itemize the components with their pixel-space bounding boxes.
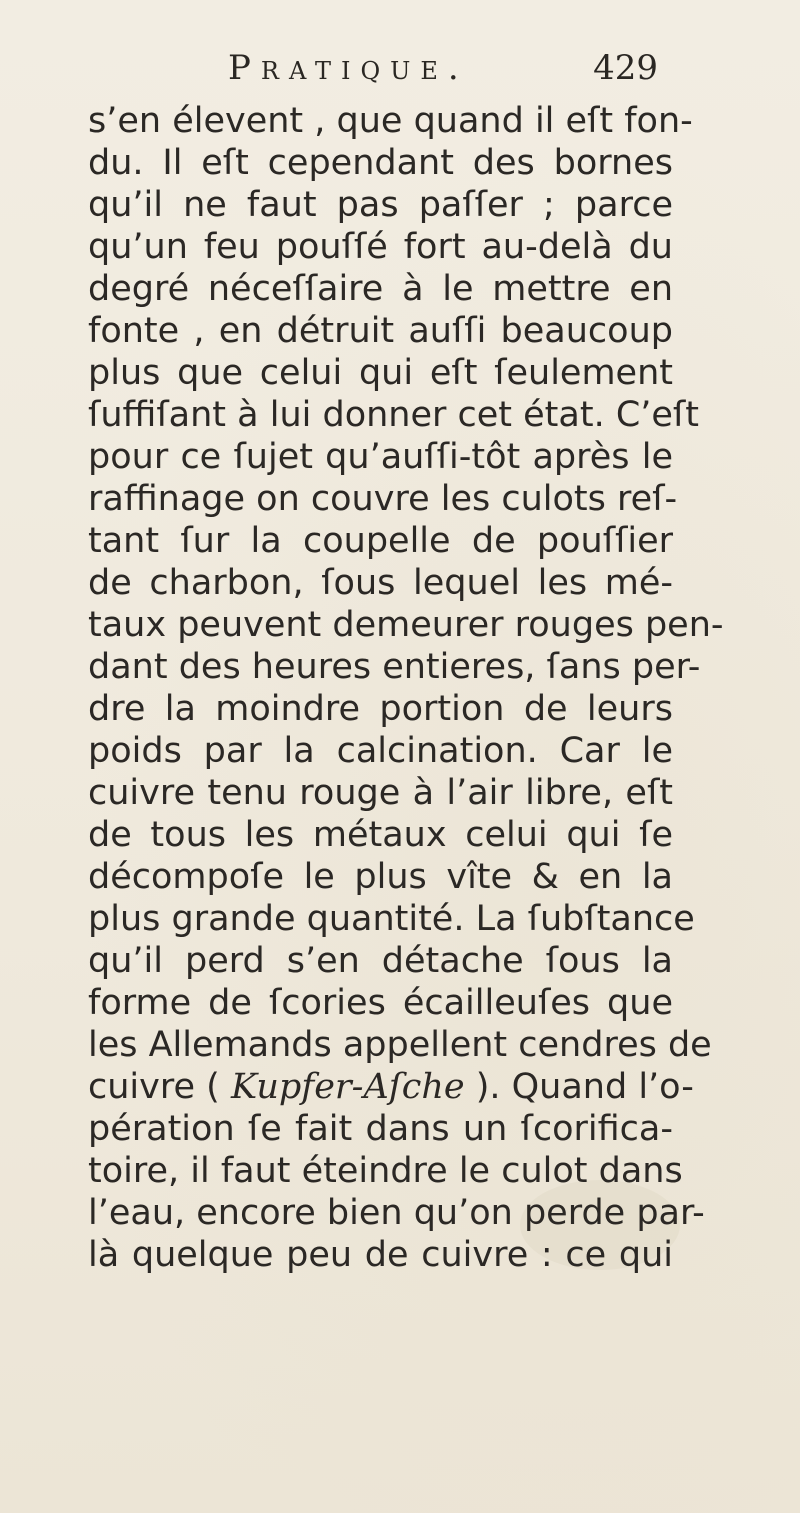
text-line: du. Il eſt cependant des bornes	[88, 143, 673, 183]
text-line: décompoſe le plus vîte & en la	[88, 857, 673, 897]
running-title: Pratique.	[228, 48, 469, 88]
text-line: plus que celui qui eſt ſeulement	[88, 353, 673, 393]
text-line: là quelque peu de cuivre : ce qui	[88, 1235, 673, 1275]
text-line: les Allemands appellent cendres de	[88, 1025, 712, 1065]
text-line: dre la moindre portion de leurs	[88, 689, 673, 729]
italic-term: Kupfer-Aſche	[230, 1067, 465, 1107]
body-text	[88, 100, 724, 1276]
page-number: 429	[593, 48, 658, 88]
text-line: ſuffiſant à lui donner cet état. C’eſt	[88, 395, 699, 435]
text-line: tant ſur la coupelle de pouſſier	[88, 521, 673, 561]
text-line: qu’il perd s’en détache ſous la	[88, 941, 673, 981]
text-line: fonte , en détruit auſſi beaucoup	[88, 311, 673, 351]
text-fragment: ). Quand l’o-	[464, 1067, 694, 1107]
text-line: qu’un feu pouſſé fort au-delà du	[88, 227, 673, 267]
text-line: plus grande quantité. La ſubſtance	[88, 899, 695, 939]
text-line: pération ſe fait dans un ſcorifica-	[88, 1109, 673, 1149]
text-line: degré néceſſaire à le mettre en	[88, 269, 673, 309]
text-line: de tous les métaux celui qui ſe	[88, 815, 673, 855]
text-line: qu’il ne faut pas paſſer ; parce	[88, 185, 673, 225]
page-header	[228, 48, 658, 98]
text-line: s’en élevent , que quand il eſt fon-	[88, 101, 693, 141]
text-line: forme de ſcories écailleuſes que	[88, 983, 673, 1023]
text-line: raffinage on couvre les culots reſ-	[88, 479, 678, 519]
text-line: de charbon, ſous lequel les mé-	[88, 563, 673, 603]
text-line: l’eau, encore bien qu’on perde par-	[88, 1193, 705, 1233]
text-fragment: cuivre (	[88, 1067, 231, 1107]
text-line: cuivre tenu rouge à l’air libre, eſt	[88, 773, 673, 813]
text-line: toire, il faut éteindre le culot dans	[88, 1151, 683, 1191]
text-line: pour ce ſujet qu’auſſi-tôt après le	[88, 437, 673, 477]
text-line: dant des heures entieres, ſans per-	[88, 647, 701, 687]
text-line: taux peuvent demeurer rouges pen-	[88, 605, 724, 645]
text-line-with-italic	[88, 1066, 694, 1108]
text-line: poids par la calcination. Car le	[88, 731, 673, 771]
